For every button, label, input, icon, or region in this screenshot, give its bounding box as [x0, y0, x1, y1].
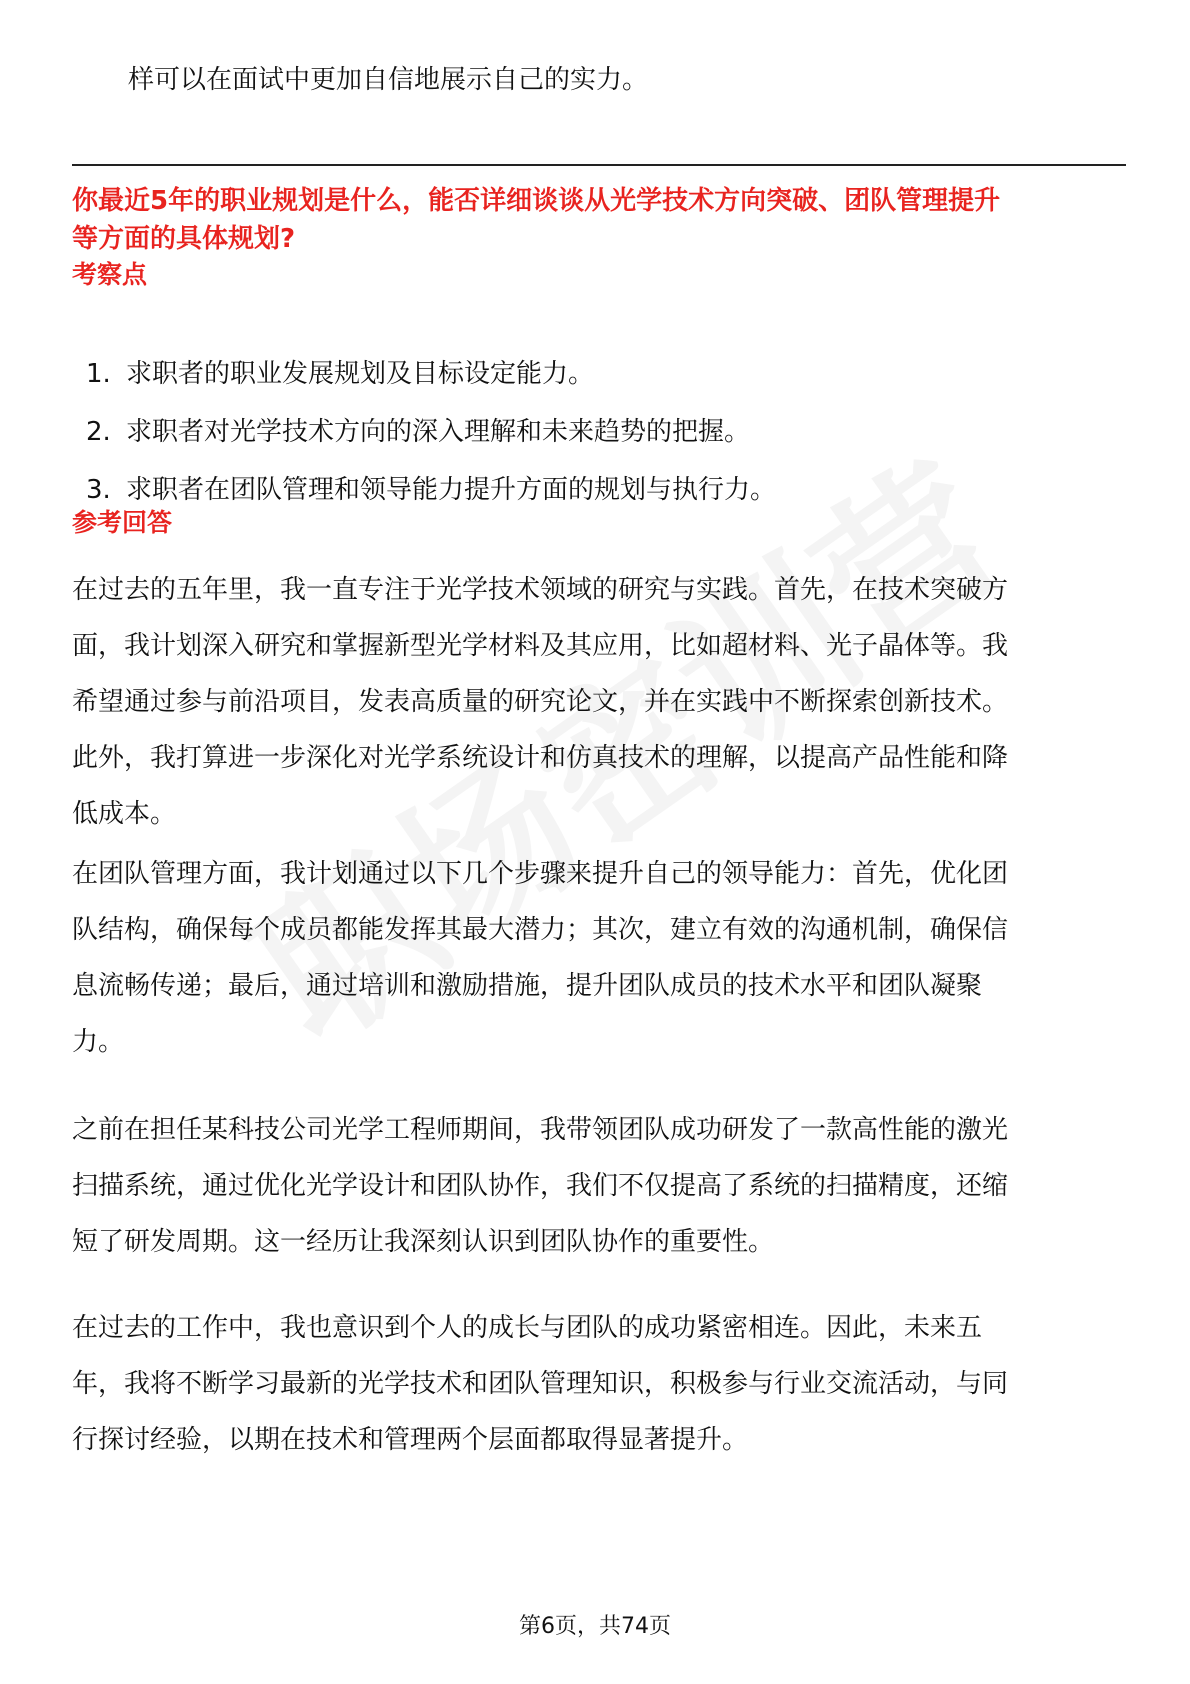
paragraph-line: 之前在担任某科技公司光学工程师期间，我带领团队成功研发了一款高性能的激光 [72, 1115, 1009, 1145]
answer-heading: 参考回答 [72, 508, 173, 537]
list-item [86, 414, 776, 472]
list-item [86, 356, 776, 414]
paragraph-line: 年，我将不断学习最新的光学技术和团队管理知识，积极参与行业交流活动，与同 [72, 1369, 1009, 1399]
answer-paragraph [72, 1102, 1132, 1270]
paragraph-line: 面，我计划深入研究和掌握新型光学材料及其应用，比如超材料、光子晶体等。我 [72, 631, 1009, 661]
points-heading: 考察点 [72, 260, 148, 289]
paragraph-line: 扫描系统，通过优化光学设计和团队协作，我们不仅提高了系统的扫描精度，还缩 [72, 1171, 1009, 1201]
paragraph-line: 低成本。 [72, 799, 177, 829]
section-divider [72, 164, 1126, 166]
paragraph-line: 在过去的五年里，我一直专注于光学技术领域的研究与实践。首先，在技术突破方 [72, 575, 1009, 605]
answer-paragraph [72, 562, 1132, 842]
list-number: 1. [86, 359, 111, 389]
list-text: 求职者对光学技术方向的深入理解和未来趋势的把握。 [126, 417, 751, 447]
points-list [86, 356, 776, 530]
list-text: 求职者的职业发展规划及目标设定能力。 [126, 359, 595, 389]
paragraph-line: 力。 [72, 1027, 125, 1057]
paragraph-line: 此外，我打算进一步深化对光学系统设计和仿真技术的理解，以提高产品性能和降 [72, 743, 1009, 773]
answer-paragraph [72, 846, 1132, 1070]
paragraph-line: 息流畅传递；最后，通过培训和激励措施，提升团队成员的技术水平和团队凝聚 [72, 971, 983, 1001]
list-number: 2. [86, 417, 111, 447]
list-item [86, 472, 776, 530]
paragraph-line: 短了研发周期。这一经历让我深刻认识到团队协作的重要性。 [72, 1227, 775, 1257]
continued-text-line: 样可以在面试中更加自信地展示自己的实力。 [128, 65, 649, 95]
paragraph-line: 在过去的工作中，我也意识到个人的成长与团队的成功紧密相连。因此，未来五 [72, 1313, 983, 1343]
paragraph-line: 在团队管理方面，我计划通过以下几个步骤来提升自己的领导能力：首先，优化团 [72, 859, 1009, 889]
list-number: 3. [86, 475, 111, 505]
list-text: 求职者在团队管理和领导能力提升方面的规划与执行力。 [126, 475, 777, 505]
question-line: 你最近5年的职业规划是什么，能否详细谈谈从光学技术方向突破、团队管理提升 [72, 186, 1001, 216]
paragraph-line: 行探讨经验，以期在技术和管理两个层面都取得显著提升。 [72, 1425, 749, 1455]
page-footer: 第6页，共74页 [519, 1614, 671, 1639]
paragraph-line: 队结构，确保每个成员都能发挥其最大潜力；其次，建立有效的沟通机制，确保信 [72, 915, 1009, 945]
paragraph-line: 希望通过参与前沿项目，发表高质量的研究论文，并在实践中不断探索创新技术。 [72, 687, 1009, 717]
answer-paragraph [72, 1300, 1132, 1468]
question-heading [72, 182, 1126, 258]
question-line: 等方面的具体规划? [72, 224, 296, 254]
